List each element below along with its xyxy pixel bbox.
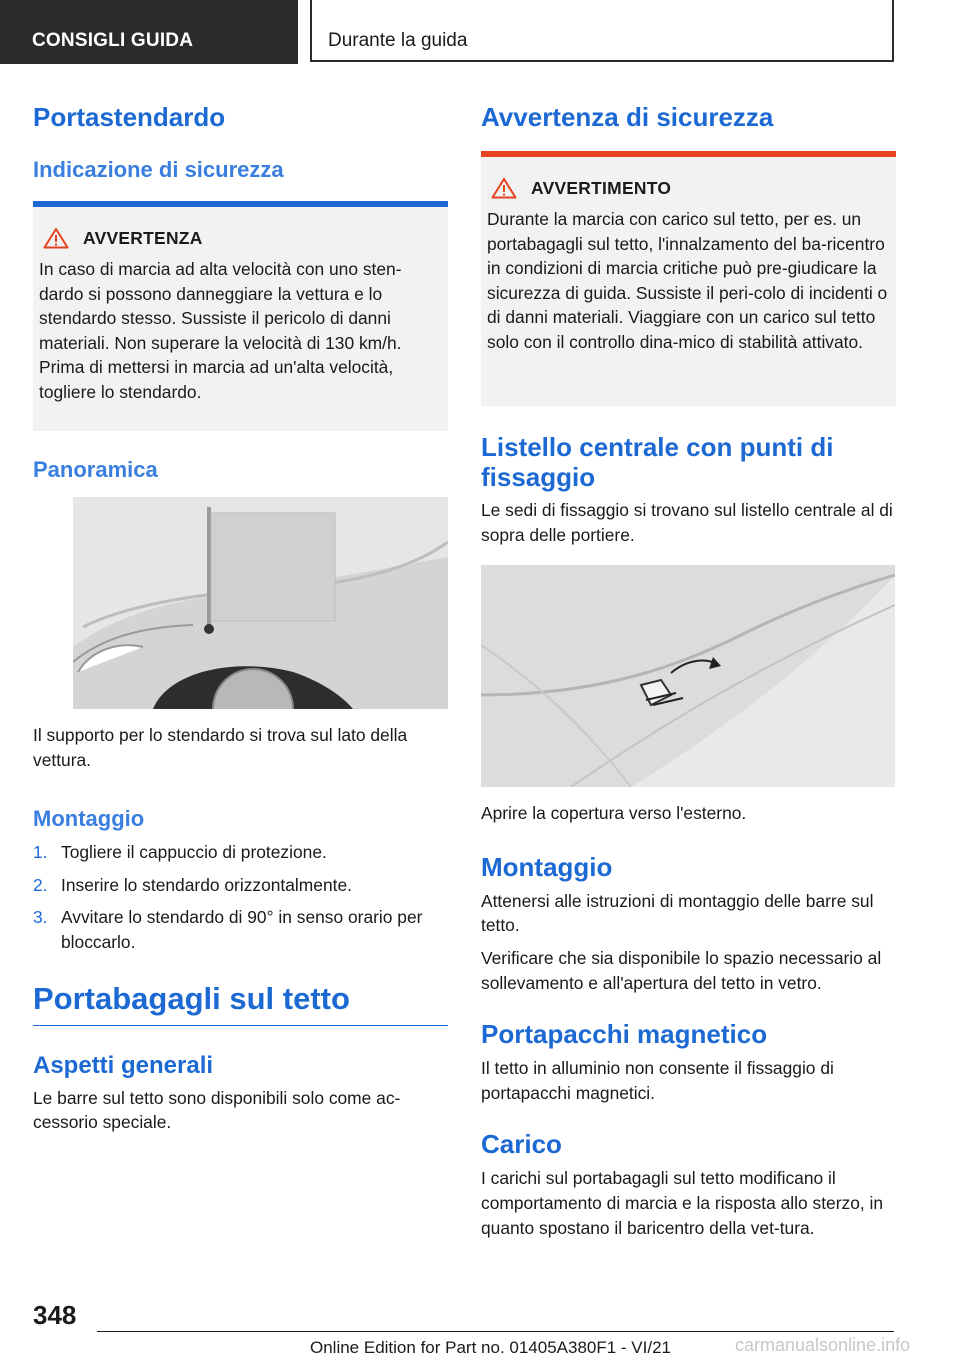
- warning-label: AVVERTIMENTO: [531, 177, 672, 198]
- warning-text: In caso di marcia ad alta velocità con uno sten-dardo si possono danneggiare la vettura e lo stendardo stesso. Sussiste il pericolo di danni materiali. Non superare la velocità di 130 km/h. Prima di mettersi in marcia ad un'alta velocità, togliere lo stendardo.: [39, 259, 402, 402]
- footer-divider: [97, 1331, 894, 1332]
- heading-overview: Panoramica: [33, 457, 158, 482]
- heading-mounting-left: Montaggio: [33, 806, 145, 832]
- heading-safety-warning: Avvertenza di sicurezza: [481, 102, 774, 132]
- heading-magnetic-carrier: Portapacchi magnetico: [481, 1019, 768, 1050]
- warning-box: [33, 201, 448, 431]
- warning-title: [39, 227, 440, 249]
- warning-triangle-icon: [491, 177, 517, 199]
- strip-caption: Aprire la copertura verso l'esterno.: [481, 803, 747, 824]
- warning-title: [487, 177, 888, 199]
- strip-text: Le sedi di fissaggio si trovano sul listello centrale al di sopra delle portiere.: [481, 500, 893, 545]
- section-tab: [0, 0, 298, 64]
- overview-caption: Il supporto per lo stendardo si trova sul lato della vettura.: [33, 725, 408, 770]
- heading-general: Aspetti generali: [33, 1051, 214, 1079]
- chapter-title: Durante la guida: [328, 30, 468, 51]
- heading-portastendardo: Portastendardo: [33, 102, 226, 132]
- mount-text-2: Verificare che sia disponibile lo spazio necessario al sollevamento e all'apertura del tetto in vetro.: [481, 947, 882, 993]
- car-fender-illustration: [73, 497, 448, 709]
- heading-center-strip: Listello centrale con punti di fissaggio: [481, 432, 834, 492]
- right-column: [481, 100, 896, 1240]
- list-item: 3. Avvitare lo stendardo di 90° in senso orario per bloccarlo.: [33, 907, 423, 952]
- warning-text: Durante la marcia con carico sul tetto, per es. un portabagagli sul tetto, l'innalzamento del ba-ricentro in condizioni di marcia critiche può pre-giudicare la sicurezza di guida. Sussiste il peri-colo di incidenti o di danni materiali. Viaggiare con un carico sul tetto solo con il controllo dina-mico di stabilità attivato.: [487, 209, 888, 352]
- watermark: carmanualsonline.info: [735, 1335, 911, 1355]
- mount-text-1: Attenersi alle istruzioni di montaggio delle barre sul tetto.: [481, 890, 874, 936]
- general-text: Le barre sul tetto sono disponibili solo come ac-cessorio speciale.: [33, 1087, 401, 1133]
- warning-box-red: [481, 151, 896, 406]
- left-column: [33, 100, 448, 1135]
- edition-note: Online Edition for Part no. 01405A380F1 - VI/21: [310, 1338, 672, 1357]
- load-text: I carichi sul portabagagli sul tetto modificano il comportamento di marcia e la risposta allo sterzo, in quanto spostano il baricentro della vet-tura.: [481, 1168, 884, 1238]
- warning-label: AVVERTENZA: [83, 227, 203, 248]
- flag-holder-image: [73, 497, 448, 709]
- heading-load: Carico: [481, 1129, 562, 1160]
- roof-strip-image: [481, 565, 895, 787]
- roof-rack-title-block: [33, 981, 448, 1026]
- list-item: 2. Inserire lo stendardo orizzontalmente.: [33, 874, 352, 895]
- roof-strip-illustration: [481, 565, 895, 787]
- section-title: CONSIGLI GUIDA: [32, 30, 194, 51]
- heading-roof-rack: Portabagagli sul tetto: [33, 980, 350, 1016]
- heading-mounting-right: Montaggio: [481, 851, 613, 882]
- mount-steps: [33, 840, 448, 954]
- chapter-tab: [310, 0, 894, 62]
- page-number: 348: [33, 1300, 77, 1330]
- warning-triangle-icon: [43, 227, 69, 249]
- heading-safety-note: Indicazione di sicurezza: [33, 157, 284, 182]
- magnet-text: Il tetto in alluminio non consente il fissaggio di portapacchi magnetici.: [481, 1058, 834, 1103]
- list-item: 1. Togliere il cappuccio di protezione.: [33, 842, 327, 863]
